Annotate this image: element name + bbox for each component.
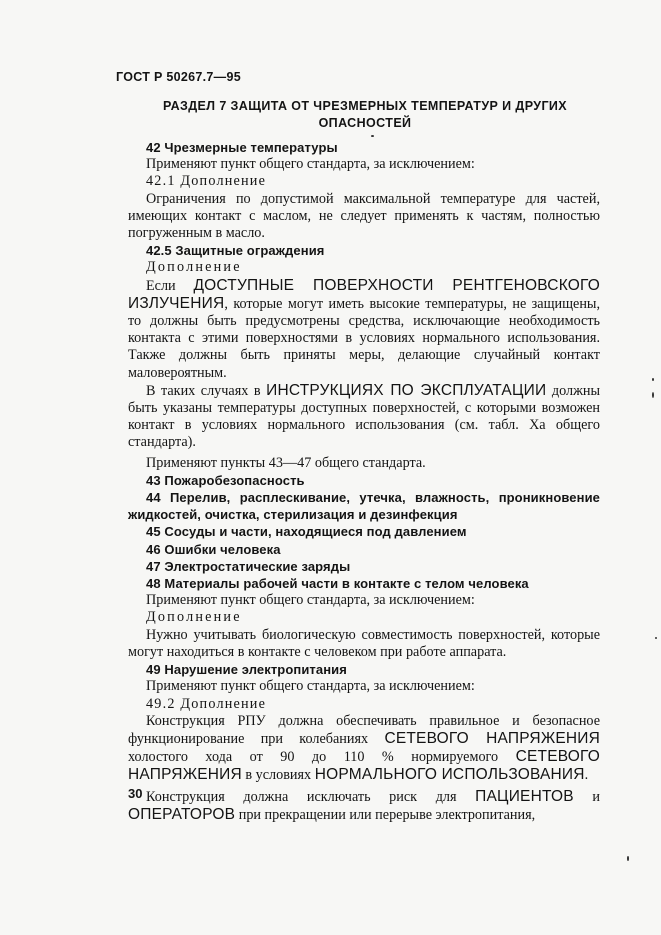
subclause-49-2-paragraph-2 [128, 788, 600, 824]
clause-49-apply: Применяют пункт общего стандарта, за исключением: [146, 678, 475, 695]
defined-term: ОПЕРАТОРОВ [128, 805, 236, 823]
clause-43-heading: 43 Пожаробезопасность [146, 472, 305, 488]
defined-term: СЕТЕВОГО НАПРЯЖЕНИЯ [128, 748, 600, 784]
section-title-line-1: РАЗДЕЛ 7 ЗАЩИТА ОТ ЧРЕЗМЕРНЫХ ТЕМПЕРАТУР И ДРУГИХ [162, 99, 568, 113]
clause-46-heading: 46 Ошибки человека [146, 541, 281, 557]
section-title-line-2: ОПАСНОСТЕЙ [318, 116, 412, 130]
text-run: при прекращении или перерыве электропитания, [235, 806, 536, 823]
clause-42-apply: Применяют пункт общего стандарта, за исключением: [146, 156, 475, 173]
page-number: 30 [128, 786, 143, 801]
apply-clauses-43-47: Применяют пункты 43—47 общего стандарта. [146, 454, 426, 471]
defined-term: СЕТЕВОГО НАПРЯЖЕНИЯ [384, 729, 600, 747]
clause-42-5-heading: 42.5 Защитные ограждения [146, 243, 325, 259]
text-run: Конструкция РПУ должна обеспечивать правильное и безопасное функционирование при колебаниях [128, 712, 600, 747]
clause-42-5-addition-label: Дополнение [146, 259, 242, 276]
text-run: должны быть указаны температуры доступных поверхностей, с которыми возможен контакт в условиях нормального использования (см. табл. Xa общего стандарта). [128, 382, 600, 451]
scan-speck [652, 392, 654, 398]
scan-speck [652, 378, 654, 381]
section-title [150, 98, 580, 132]
text-run: холостого хода от 90 до 110 % нормируемого [128, 749, 516, 766]
clause-48-text: Нужно учитывать биологическую совместимость поверхностей, которые могут находиться в контакте с человеком при работе аппарата. [128, 626, 600, 660]
clause-49-heading: 49 Нарушение электропитания [146, 662, 347, 678]
scan-speck [627, 856, 629, 861]
clause-42-heading: 42 Чрезмерные температуры [146, 140, 338, 155]
defined-term: ДОСТУПНЫЕ ПОВЕРХНОСТИ РЕНТГЕНОВСКОГО ИЗЛУЧЕНИЯ [128, 276, 600, 312]
clause-47-heading: 47 Электростатические заряды [146, 558, 351, 574]
clause-42-5-paragraph-2 [128, 382, 600, 452]
defined-term: ИНСТРУКЦИЯХ ПО ЭКСПЛУАТАЦИИ [266, 381, 547, 399]
clause-48-addition-label: Дополнение [146, 609, 242, 626]
text-run: в условиях [241, 767, 315, 784]
text-run: В таких случаях в [146, 382, 267, 399]
clause-48-apply: Применяют пункт общего стандарта, за исключением: [146, 592, 475, 609]
subclause-42-1-heading: 42.1 Дополнение [146, 173, 267, 190]
subclause-49-2-heading: 49.2 Дополнение [146, 695, 267, 712]
scan-speck [655, 637, 657, 639]
defined-term: ПАЦИЕНТОВ [475, 787, 574, 805]
subclause-49-2-paragraph-1 [128, 713, 600, 785]
text-run: . [584, 767, 589, 784]
text-run: и [573, 788, 600, 805]
subclause-42-1-text: Ограничения по допустимой максимальной температуре для частей, имеющих контакт с маслом, не следует применять к частям, полностью погруженным в масло. [128, 190, 600, 242]
clause-45-heading: 45 Сосуды и части, находящиеся под давлением [146, 524, 467, 540]
text-run: Если [146, 277, 194, 294]
document-body [128, 139, 600, 824]
clause-48-heading: 48 Материалы рабочей части в контакте с телом человека [146, 576, 529, 592]
scan-speck [371, 135, 374, 137]
clause-44-heading: 44 Перелив, расплескивание, утечка, влажность, проникновение жидкостей, очистка, стерилизация и дезинфекция [128, 490, 600, 523]
text-run: Конструкция должна исключать риск для [146, 788, 476, 805]
clause-42-5-paragraph-1 [128, 277, 600, 382]
defined-term: НОРМАЛЬНОГО ИСПОЛЬЗОВАНИЯ [314, 766, 585, 784]
text-run: , которые могут иметь высокие температуры, не защищены, то должны быть предусмотрены средства, исключающие необходимость контакта с этими поверхностями в условиях нормального использования. Также должны быть приняты меры, делающие случайный контакт маловероятным. [128, 295, 600, 381]
standard-header: ГОСТ Р 50267.7—95 [116, 70, 241, 84]
